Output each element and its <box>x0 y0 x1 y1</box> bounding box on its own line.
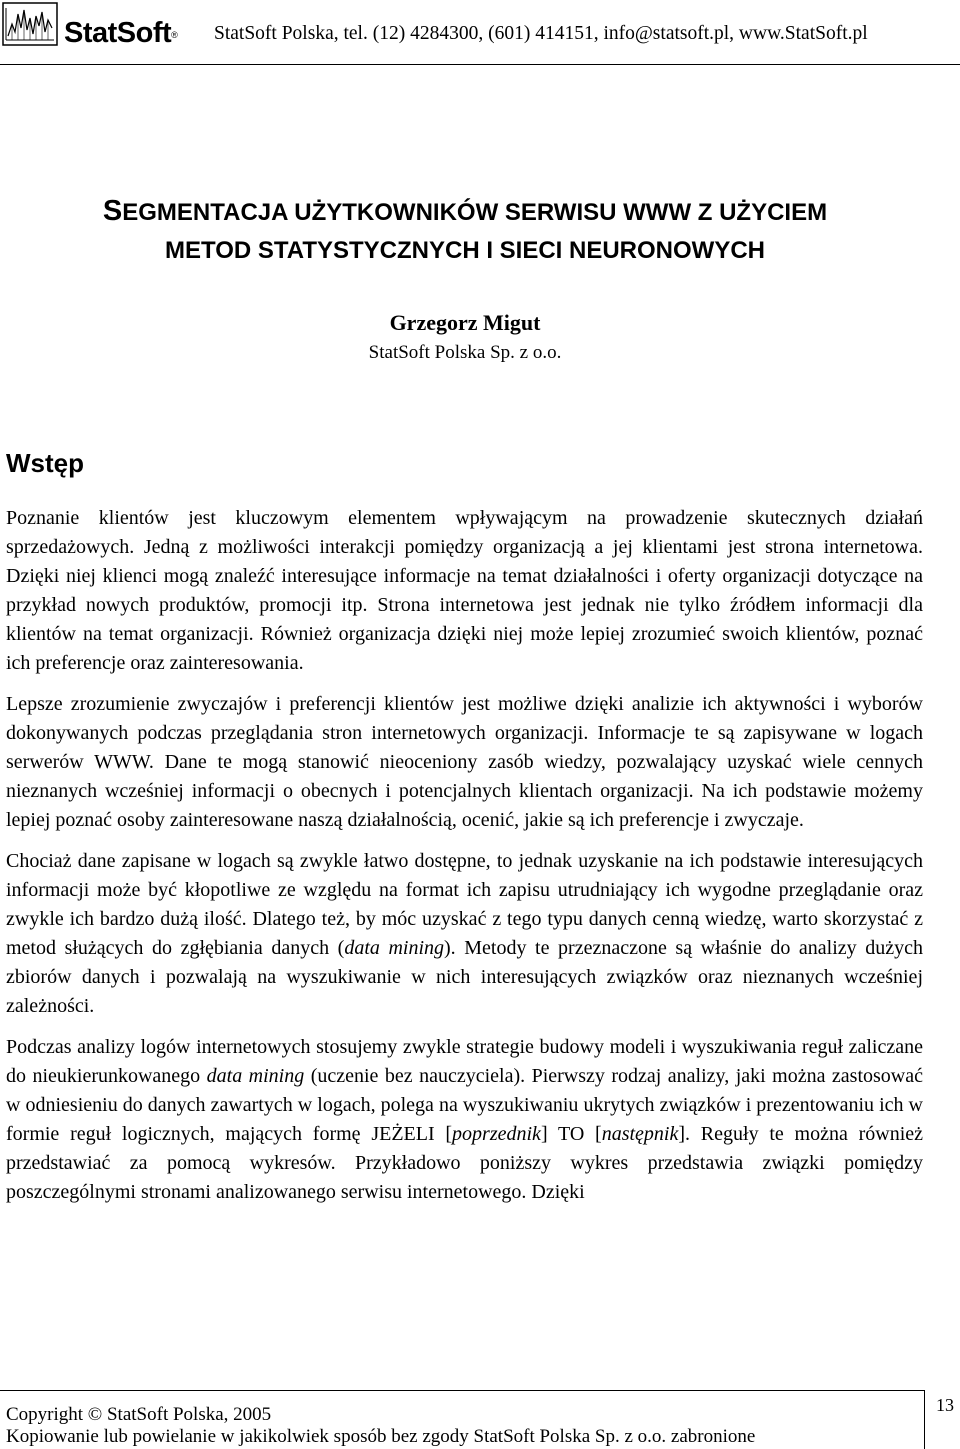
header-divider <box>0 64 960 65</box>
paragraph-4-emphasis-3: następnik <box>601 1123 679 1145</box>
paragraph-4-part-a: Podczas analizy logów internetowych stosujemy zwykle strategie budowy modeli i wyszukiwania reguł zaliczane do nieukierunkowanego <box>6 1036 923 1087</box>
page-number: 13 <box>936 1395 954 1415</box>
paragraph-4-emphasis-1: data mining <box>206 1065 305 1087</box>
statsoft-brand <box>64 10 177 56</box>
registered-mark: ® <box>171 30 178 40</box>
paragraph-4-emphasis-2: poprzednik <box>452 1123 541 1145</box>
title-line-1-rest: EGMENTACJA UŻYTKOWNIKÓW SERWISU WWW Z UŻYCIEM <box>122 199 828 226</box>
header-contact-info: StatSoft Polska, tel. (12) 4284300, (601) 414151, info@statsoft.pl, www.StatSoft.pl <box>214 23 868 44</box>
paragraph-3-emphasis: data mining <box>344 937 445 959</box>
document-title <box>0 192 930 270</box>
footer-notice: Kopiowanie lub powielanie w jakikolwiek sposób bez zgody StatSoft Polska Sp. z o.o. zabronione <box>6 1426 756 1447</box>
title-line-1 <box>0 192 930 232</box>
title-initial: S <box>102 195 123 227</box>
paragraph-2: Lepsze zrozumienie zwyczajów i preferencji klientów jest możliwe dzięki analizie ich aktywności i wyborów dokonywanych podczas przeglądania stron internetowych organizacji. Informacje te są zapisywane w logach serwerów WWW. Dane te mogą stanowić nieoceniony zasób wiedzy, pozwalający uzyskać wiele cennych nieznanych wcześniej informacji o obecnych i potencjalnych klientach organizacji. Na ich podstawie możemy lepiej poznać osoby zainteresowane naszą działalnością, ocenić, jakie są ich preferencje i zwyczaje. <box>6 693 923 831</box>
author-name: Grzegorz Migut <box>389 310 541 335</box>
paragraph-3-part-b: ). Metody te przeznaczone są właśnie do analizy dużych zbiorów danych i pozwalają na wyszukiwanie w nich interesujących związków oraz nieznanych wcześniej zależności. <box>6 937 923 1017</box>
paragraph-1: Poznanie klientów jest kluczowym elementem wpływającym na prowadzenie skutecznych działań sprzedażowych. Jedną z możliwości interakcji pomiędzy organizacją a jej klientami jest strona internetowa. Dzięki niej klienci mogą znaleźć interesujące informacje na temat działalności i oferty organizacji dotyczące na przykład nowych produktów, promocji itp. Strona internetowa jest jednak nie tylko źródłem informacji dla klientów na temat organizacji. Również organizacja dzięki niej może lepiej zrozumieć swoich klientów, poznać ich preferencje oraz zainteresowania. <box>6 507 923 674</box>
section-heading: Wstęp <box>6 448 84 478</box>
paragraph-3-part-a: Chociaż dane zapisane w logach są zwykle łatwo dostępne, to jednak uzyskanie na ich podstawie interesujących informacji może być kłopotliwe ze względu na format ich zapisu utrudniający ich wygodne przeglądanie oraz zwykle ich bardzo dużą ilość. Dlatego też, by móc uzyskać z tego typu danych cenną wiedzę, warto skorzystać z metod służących do zgłębiania danych ( <box>6 850 923 959</box>
paragraph-4-part-b: (uczenie bez nauczyciela). Pierwszy rodzaj analizy, jaki można zastosować w odniesieniu do danych zawartych w logach, polega na wyszukiwaniu ukrytych związków i prezentowaniu ich w formie reguł logicznych, mających formę JEŻELI [ <box>6 1065 923 1145</box>
paragraph-4-part-c: ] TO [ <box>540 1123 602 1145</box>
footer-copyright: Copyright © StatSoft Polska, 2005 <box>6 1404 272 1425</box>
paragraph-4 <box>6 1033 923 1207</box>
footer-divider <box>0 1390 925 1391</box>
footer-vertical-divider <box>924 1390 925 1449</box>
brand-name: StatSoft <box>64 17 172 49</box>
title-line-2: METOD STATYSTYCZNYCH I SIECI NEURONOWYCH <box>164 237 766 264</box>
paragraph-3 <box>6 847 923 1021</box>
paragraph-4-part-d: ]. Reguły te można również przedstawiać za pomocą wykresów. Przykładowo poniższy wykres przedstawia związki pomiędzy poszczególnymi stronami analizowanego serwisu internetowego. Dzięki <box>6 1123 923 1203</box>
page-header <box>0 0 960 66</box>
statsoft-chart-logo-icon <box>2 2 58 46</box>
author-affiliation: StatSoft Polska Sp. z o.o. <box>368 342 562 363</box>
body-text <box>6 504 923 1219</box>
